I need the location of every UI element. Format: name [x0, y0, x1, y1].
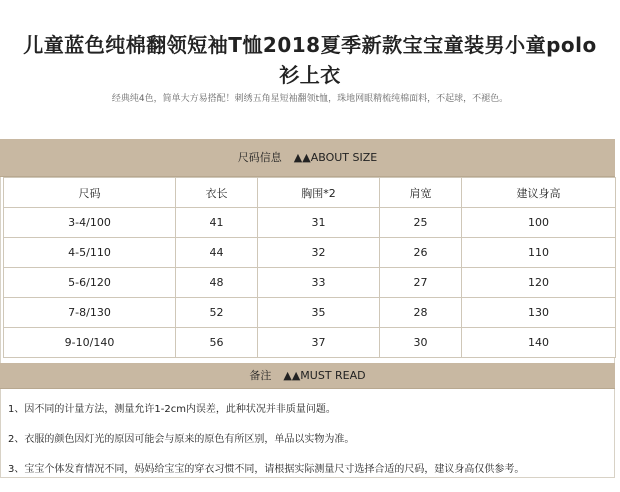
- product-title: [0, 30, 620, 90]
- size-table-body: [4, 178, 616, 358]
- size-table: [3, 177, 616, 358]
- size-section-label-cn: 尺码信息: [237, 151, 282, 164]
- table-row: [4, 208, 616, 238]
- table-cell: 35: [258, 298, 380, 328]
- table-cell: 25: [380, 208, 462, 238]
- column-header: 肩宽: [380, 178, 462, 208]
- notes-section-label-cn: 备注: [249, 369, 272, 382]
- column-header: 尺码: [4, 178, 176, 208]
- table-cell: 30: [380, 328, 462, 358]
- table-row: [4, 268, 616, 298]
- table-cell: 41: [176, 208, 258, 238]
- table-cell: 9-10/140: [4, 328, 176, 358]
- table-cell: 130: [462, 298, 616, 328]
- product-title-line-1: 儿童蓝色纯棉翻领短袖T恤2018夏季新款宝宝童装男小童polo: [23, 33, 597, 57]
- table-cell: 140: [462, 328, 616, 358]
- table-cell: 31: [258, 208, 380, 238]
- note-item: 1、因不同的计量方法，测量允许1-2cm内误差，此种状况并非质量问题。: [8, 404, 336, 415]
- table-cell: 28: [380, 298, 462, 328]
- note-item: 3、宝宝个体发育情况不同，妈妈给宝宝的穿衣习惯不同，请根据实际测量尺寸选择合适的尺码，建议身高仅供参考。: [8, 464, 525, 475]
- product-subtitle: 经典纯4色，简单大方易搭配！刺绣五角星短袖翻领t恤，珠地网眼精梳纯棉面料，不起球，不褪色。: [111, 94, 509, 104]
- table-row: [4, 328, 616, 358]
- table-cell: 100: [462, 208, 616, 238]
- notes-section-header: [0, 363, 615, 389]
- size-section-label-en: ▲▲ABOUT SIZE: [293, 151, 378, 164]
- table-cell: 48: [176, 268, 258, 298]
- table-cell: 110: [462, 238, 616, 268]
- table-cell: 27: [380, 268, 462, 298]
- table-cell: 26: [380, 238, 462, 268]
- table-cell: 52: [176, 298, 258, 328]
- notes-list: [8, 402, 613, 492]
- table-cell: 56: [176, 328, 258, 358]
- column-header: 胸围*2: [258, 178, 380, 208]
- table-cell: 32: [258, 238, 380, 268]
- size-table-header-row: [4, 178, 616, 208]
- table-row: [4, 298, 616, 328]
- note-item: 2、衣服的颜色因灯光的原因可能会与原来的原色有所区别，单品以实物为准。: [8, 434, 355, 445]
- product-title-line-2: 衫上衣: [279, 63, 341, 87]
- size-section-header: [0, 139, 615, 177]
- table-cell: 37: [258, 328, 380, 358]
- table-row: [4, 238, 616, 268]
- table-cell: 4-5/110: [4, 238, 176, 268]
- column-header: 衣长: [176, 178, 258, 208]
- table-cell: 44: [176, 238, 258, 268]
- notes-section-label-en: ▲▲MUST READ: [283, 369, 366, 382]
- table-cell: 5-6/120: [4, 268, 176, 298]
- column-header: 建议身高: [462, 178, 616, 208]
- table-cell: 120: [462, 268, 616, 298]
- table-cell: 3-4/100: [4, 208, 176, 238]
- table-cell: 33: [258, 268, 380, 298]
- table-cell: 7-8/130: [4, 298, 176, 328]
